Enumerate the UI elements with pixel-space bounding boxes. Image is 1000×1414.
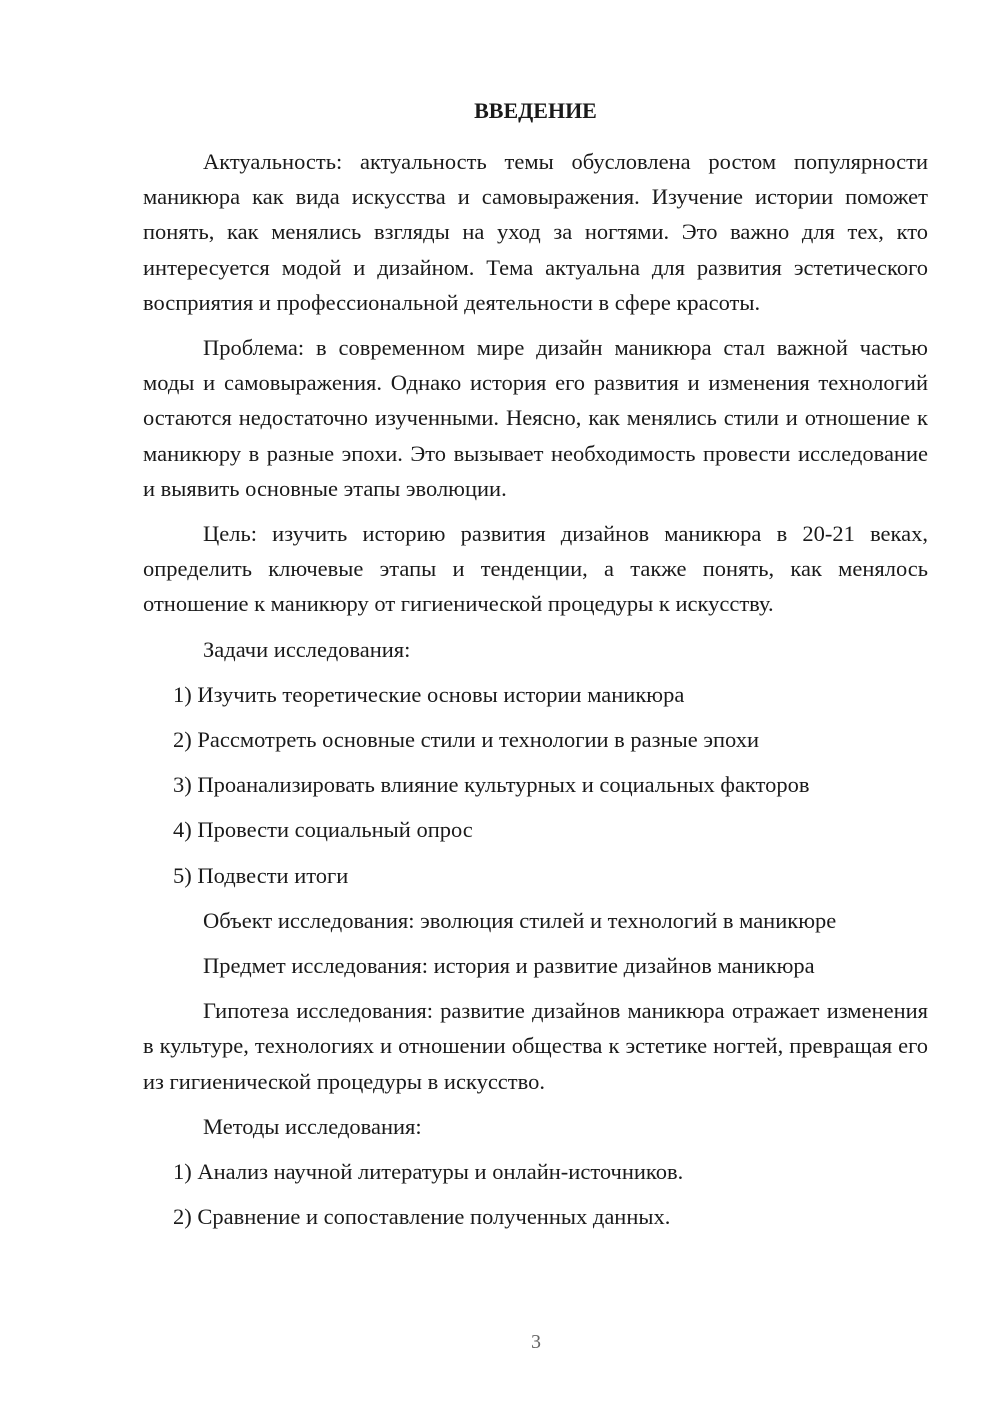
tasks-list [143, 677, 928, 893]
task-item-4: 4) Провести социальный опрос [173, 817, 473, 843]
research-object: Объект исследования: эволюция стилей и технологий в маникюре [203, 907, 837, 933]
task-item-1: 1) Изучить теоретические основы истории маникюра [173, 681, 685, 707]
task-item-2: 2) Рассмотреть основные стили и технологии в разные эпохи [173, 727, 759, 753]
method-item-2: 2) Сравнение и сопоставление полученных данных. [173, 1204, 671, 1230]
goal-paragraph: Цель: изучить историю развития дизайнов маникюра в 20-21 веках, определить ключевые этапы и тенденции, а также понять, как менялось отношение к маникюру от гигиенической процедуры к искусству. [143, 521, 928, 617]
research-subject: Предмет исследования: история и развитие дизайнов маникюра [203, 953, 815, 979]
page-title: ВВЕДЕНИЕ [474, 98, 597, 123]
task-item-5: 5) Подвести итоги [173, 862, 349, 888]
methods-list [143, 1154, 928, 1234]
task-item-3: 3) Проанализировать влияние культурных и социальных факторов [173, 772, 810, 798]
page-number: 3 [531, 1331, 541, 1353]
relevance-paragraph: Актуальность: актуальность темы обусловлена ростом популярности маникюра как вида искусства и самовыражения. Изучение истории поможет понять, как менялись взгляды на уход за ногтями. Это важно для тех, кто интересуется модой и дизайном. Тема актуальна для развития эстетического восприятия и профессиональной деятельности в сфере красоты. [143, 149, 928, 315]
methods-heading: Методы исследования: [203, 1113, 422, 1139]
problem-paragraph: Проблема: в современном мире дизайн маникюра стал важной частью моды и самовыражения. Однако история его развития и изменения технологий остаются недостаточно изученными. Неясно, как менялись стили и отношение к маникюру в разные эпохи. Это вызывает необходимость провести исследование и выявить основные этапы эволюции. [143, 335, 928, 501]
tasks-heading: Задачи исследования: [203, 636, 411, 662]
hypothesis-paragraph: Гипотеза исследования: развитие дизайнов маникюра отражает изменения в культуре, технологиях и отношении общества к эстетике ногтей, превращая его из гигиенической процедуры в искусство. [143, 998, 928, 1094]
method-item-1: 1) Анализ научной литературы и онлайн-источников. [173, 1159, 684, 1185]
page-content [143, 96, 928, 1244]
